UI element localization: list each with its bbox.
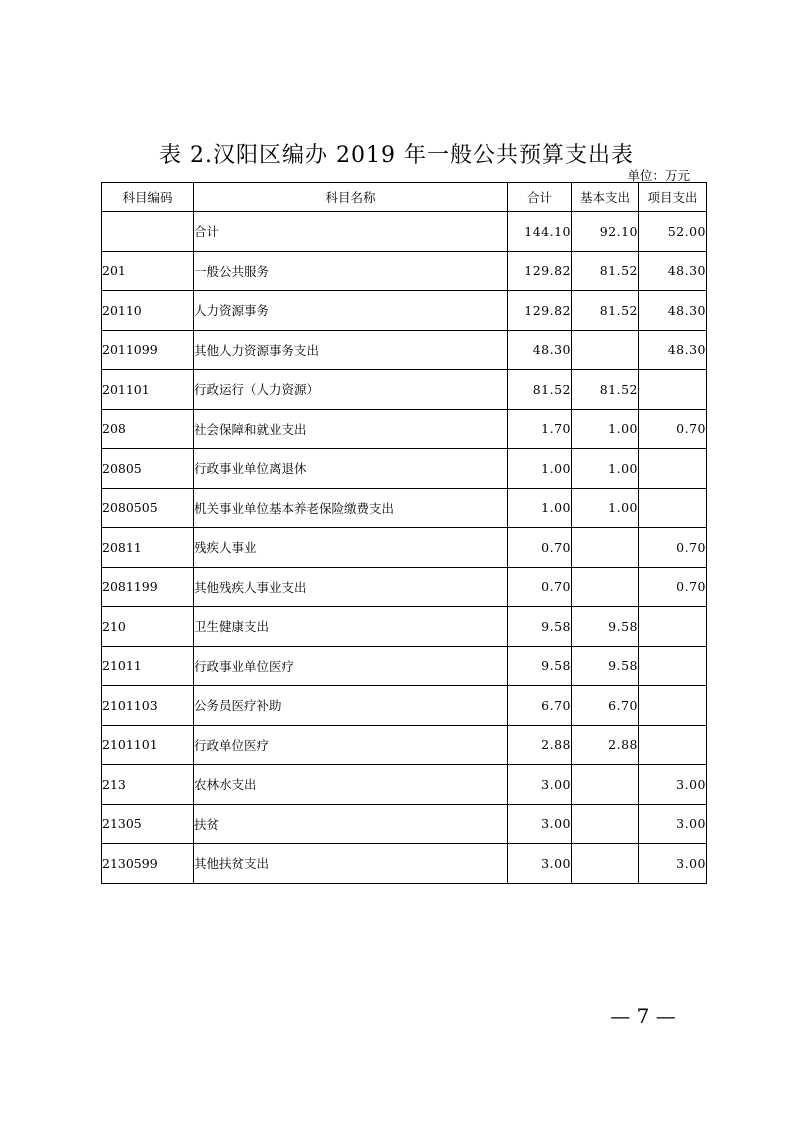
document-title: 表 2.汉阳区编办 2019 年一般公共预算支出表 [159, 143, 634, 168]
cell-basic [572, 567, 639, 607]
cell-project: 0.70 [639, 409, 707, 449]
cell-project [639, 370, 707, 410]
header-total: 合计 [508, 183, 572, 212]
table-row [102, 370, 707, 410]
cell-name: 其他扶贫支出 [194, 844, 508, 884]
cell-code: 2080505 [102, 488, 194, 528]
cell-code: 20811 [102, 528, 194, 568]
cell-code: 2011099 [102, 330, 194, 370]
table-row [102, 725, 707, 765]
cell-name: 卫生健康支出 [194, 607, 508, 647]
cell-name: 行政事业单位医疗 [194, 646, 508, 686]
cell-code: 20805 [102, 449, 194, 489]
cell-code: 21011 [102, 646, 194, 686]
cell-basic [572, 330, 639, 370]
cell-code [102, 212, 194, 252]
cell-total: 6.70 [508, 686, 572, 726]
budget-table [101, 182, 707, 884]
cell-code: 210 [102, 607, 194, 647]
header-project: 项目支出 [639, 183, 707, 212]
table-row [102, 449, 707, 489]
cell-code: 213 [102, 765, 194, 805]
cell-code: 21305 [102, 804, 194, 844]
cell-basic [572, 765, 639, 805]
table-row [102, 646, 707, 686]
cell-name: 行政单位医疗 [194, 725, 508, 765]
cell-basic: 9.58 [572, 607, 639, 647]
cell-total: 9.58 [508, 607, 572, 647]
cell-project: 48.30 [639, 330, 707, 370]
cell-code: 201101 [102, 370, 194, 410]
cell-name: 行政运行（人力资源） [194, 370, 508, 410]
cell-total: 1.00 [508, 488, 572, 528]
cell-total: 0.70 [508, 528, 572, 568]
cell-name: 人力资源事务 [194, 291, 508, 331]
cell-project [639, 488, 707, 528]
cell-total: 3.00 [508, 844, 572, 884]
cell-name: 公务员医疗补助 [194, 686, 508, 726]
unit-label: 单位：万元 [627, 168, 690, 183]
cell-code: 2081199 [102, 567, 194, 607]
cell-project: 0.70 [639, 528, 707, 568]
cell-basic: 1.00 [572, 488, 639, 528]
table-row [102, 804, 707, 844]
header-name: 科目名称 [194, 183, 508, 212]
cell-total: 1.70 [508, 409, 572, 449]
cell-project: 52.00 [639, 212, 707, 252]
cell-code: 2101103 [102, 686, 194, 726]
cell-project: 48.30 [639, 291, 707, 331]
cell-basic [572, 844, 639, 884]
cell-name: 行政事业单位离退休 [194, 449, 508, 489]
cell-name: 扶贫 [194, 804, 508, 844]
table-row [102, 251, 707, 291]
table-row [102, 686, 707, 726]
header-code: 科目编码 [102, 183, 194, 212]
cell-total: 3.00 [508, 765, 572, 805]
cell-name: 机关事业单位基本养老保险缴费支出 [194, 488, 508, 528]
cell-name: 农林水支出 [194, 765, 508, 805]
cell-total: 129.82 [508, 251, 572, 291]
cell-basic: 2.88 [572, 725, 639, 765]
cell-basic: 81.52 [572, 251, 639, 291]
table-row [102, 330, 707, 370]
cell-basic: 1.00 [572, 409, 639, 449]
table-row [102, 409, 707, 449]
cell-basic: 6.70 [572, 686, 639, 726]
cell-total: 1.00 [508, 449, 572, 489]
cell-project: 0.70 [639, 567, 707, 607]
cell-project: 3.00 [639, 804, 707, 844]
cell-name: 残疾人事业 [194, 528, 508, 568]
cell-total: 0.70 [508, 567, 572, 607]
cell-project [639, 646, 707, 686]
cell-basic: 92.10 [572, 212, 639, 252]
cell-basic: 81.52 [572, 291, 639, 331]
cell-total: 2.88 [508, 725, 572, 765]
cell-code: 201 [102, 251, 194, 291]
cell-total: 129.82 [508, 291, 572, 331]
cell-name: 其他人力资源事务支出 [194, 330, 508, 370]
cell-total: 81.52 [508, 370, 572, 410]
cell-basic [572, 804, 639, 844]
cell-basic: 9.58 [572, 646, 639, 686]
cell-name: 一般公共服务 [194, 251, 508, 291]
table-row [102, 567, 707, 607]
header-basic: 基本支出 [572, 183, 639, 212]
cell-basic: 1.00 [572, 449, 639, 489]
cell-code: 2101101 [102, 725, 194, 765]
page-number: — 7 — [610, 1004, 676, 1028]
cell-project: 3.00 [639, 844, 707, 884]
table-row [102, 291, 707, 331]
cell-project [639, 686, 707, 726]
cell-total: 3.00 [508, 804, 572, 844]
table-header-row [102, 183, 707, 212]
table-row [102, 844, 707, 884]
cell-project: 48.30 [639, 251, 707, 291]
cell-total: 48.30 [508, 330, 572, 370]
cell-total: 9.58 [508, 646, 572, 686]
cell-project: 3.00 [639, 765, 707, 805]
cell-code: 2130599 [102, 844, 194, 884]
cell-code: 20110 [102, 291, 194, 331]
cell-code: 208 [102, 409, 194, 449]
table-row [102, 607, 707, 647]
table-row [102, 765, 707, 805]
table-body [102, 212, 707, 884]
cell-project [639, 725, 707, 765]
table-row [102, 212, 707, 252]
cell-name: 社会保障和就业支出 [194, 409, 508, 449]
table-row [102, 528, 707, 568]
cell-basic [572, 528, 639, 568]
cell-project [639, 607, 707, 647]
cell-name: 其他残疾人事业支出 [194, 567, 508, 607]
table-row [102, 488, 707, 528]
cell-total: 144.10 [508, 212, 572, 252]
cell-basic: 81.52 [572, 370, 639, 410]
cell-project [639, 449, 707, 489]
cell-name: 合计 [194, 212, 508, 252]
